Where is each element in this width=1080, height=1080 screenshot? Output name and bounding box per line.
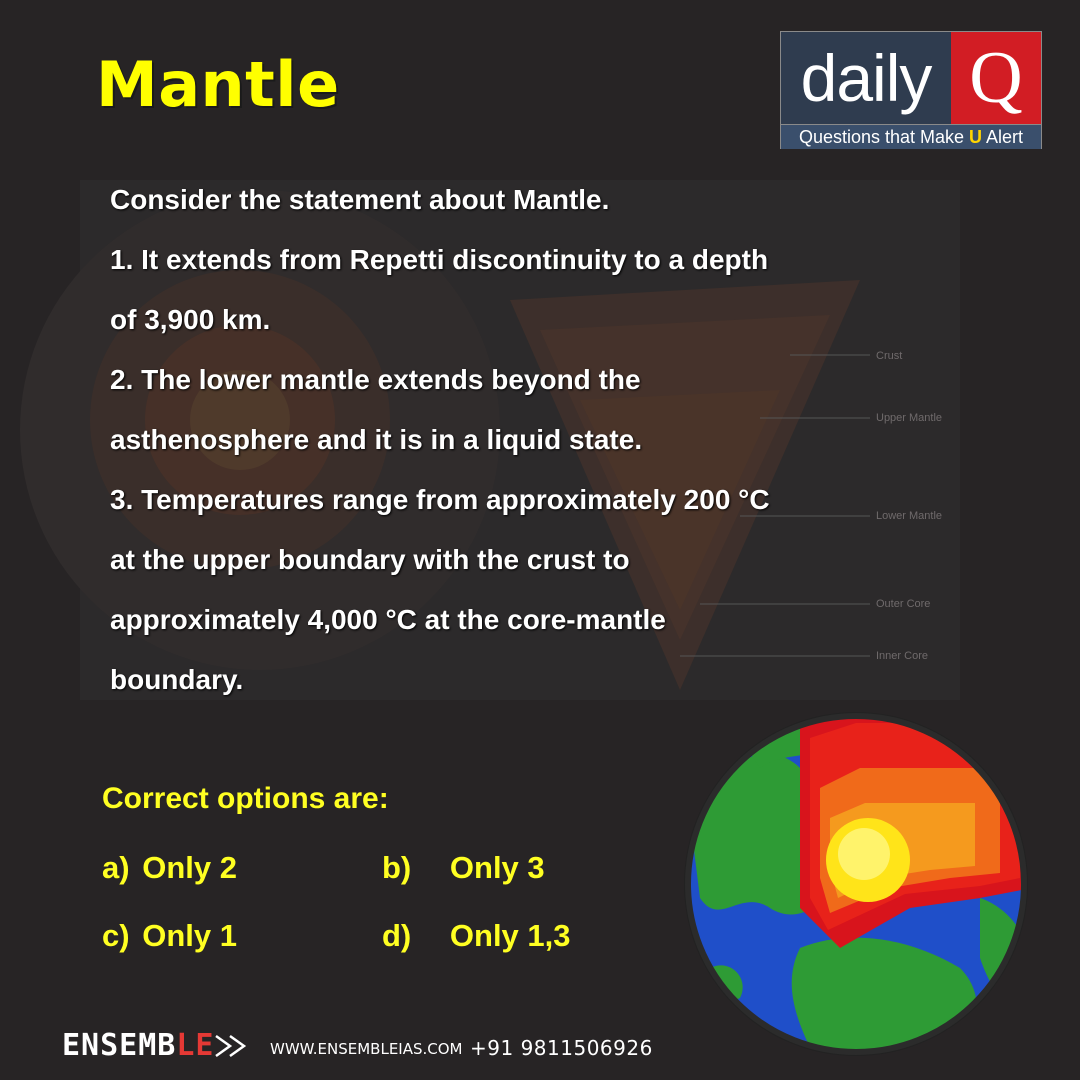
option-b[interactable] <box>382 850 545 886</box>
tagline-before: Questions that Make <box>798 127 970 147</box>
diagram-label-outer-core: Outer Core <box>876 598 931 610</box>
option-c-letter: c) <box>102 918 130 953</box>
tagline-highlight: U <box>969 127 983 147</box>
tagline-after: Alert <box>982 127 1024 147</box>
logo-daily-text: daily <box>800 41 932 115</box>
double-play-icon <box>214 1034 254 1058</box>
diagram-label-lower-mantle: Lower Mantle <box>876 510 943 522</box>
question-block <box>110 170 970 710</box>
question-intro: Consider the statement about Mantle. <box>110 184 610 215</box>
footer-website-link[interactable]: WWW.ENSEMBLEIAS.COM <box>270 1040 463 1058</box>
option-d[interactable] <box>382 918 571 954</box>
option-d-letter: d) <box>382 918 412 953</box>
earth-cutaway-illustration <box>680 698 1032 1070</box>
option-a-text: Only 2 <box>142 850 237 885</box>
option-a-letter: a) <box>102 850 130 885</box>
diagram-label-upper-mantle: Upper Mantle <box>876 412 943 424</box>
statement-2: 2. The lower mantle extends beyond the asthenosphere and it is in a liquid state. <box>110 364 643 455</box>
footer-brand-highlight: LE <box>176 1028 215 1063</box>
option-b-text: Only 3 <box>449 850 545 885</box>
footer-brand-logo <box>62 1028 215 1063</box>
statement-1: 1. It extends from Repetti discontinuity to a depth of 3,900 km. <box>110 244 769 335</box>
diagram-label-crust: Crust <box>876 350 903 362</box>
option-d-text: Only 1,3 <box>449 918 571 953</box>
option-c[interactable] <box>102 918 237 954</box>
logo-q-letter: Q <box>951 32 1041 124</box>
statement-3: 3. Temperatures range from approximately 200 °C at the upper boundary with the crust to approximately 4,000 °C at the core-mantle boundary. <box>110 484 770 695</box>
footer-brand-main: ENSEMB <box>62 1028 177 1063</box>
logo-tagline <box>781 124 1041 149</box>
footer-phone-number[interactable]: +91 9811506926 <box>470 1036 653 1060</box>
diagram-label-inner-core: Inner Core <box>876 650 928 662</box>
page-title: Mantle <box>96 48 340 121</box>
option-c-text: Only 1 <box>142 918 237 953</box>
option-a[interactable] <box>102 850 237 886</box>
options-heading: Correct options are: <box>102 782 389 815</box>
daily-q-logo <box>780 31 1042 149</box>
option-b-letter: b) <box>382 850 412 885</box>
